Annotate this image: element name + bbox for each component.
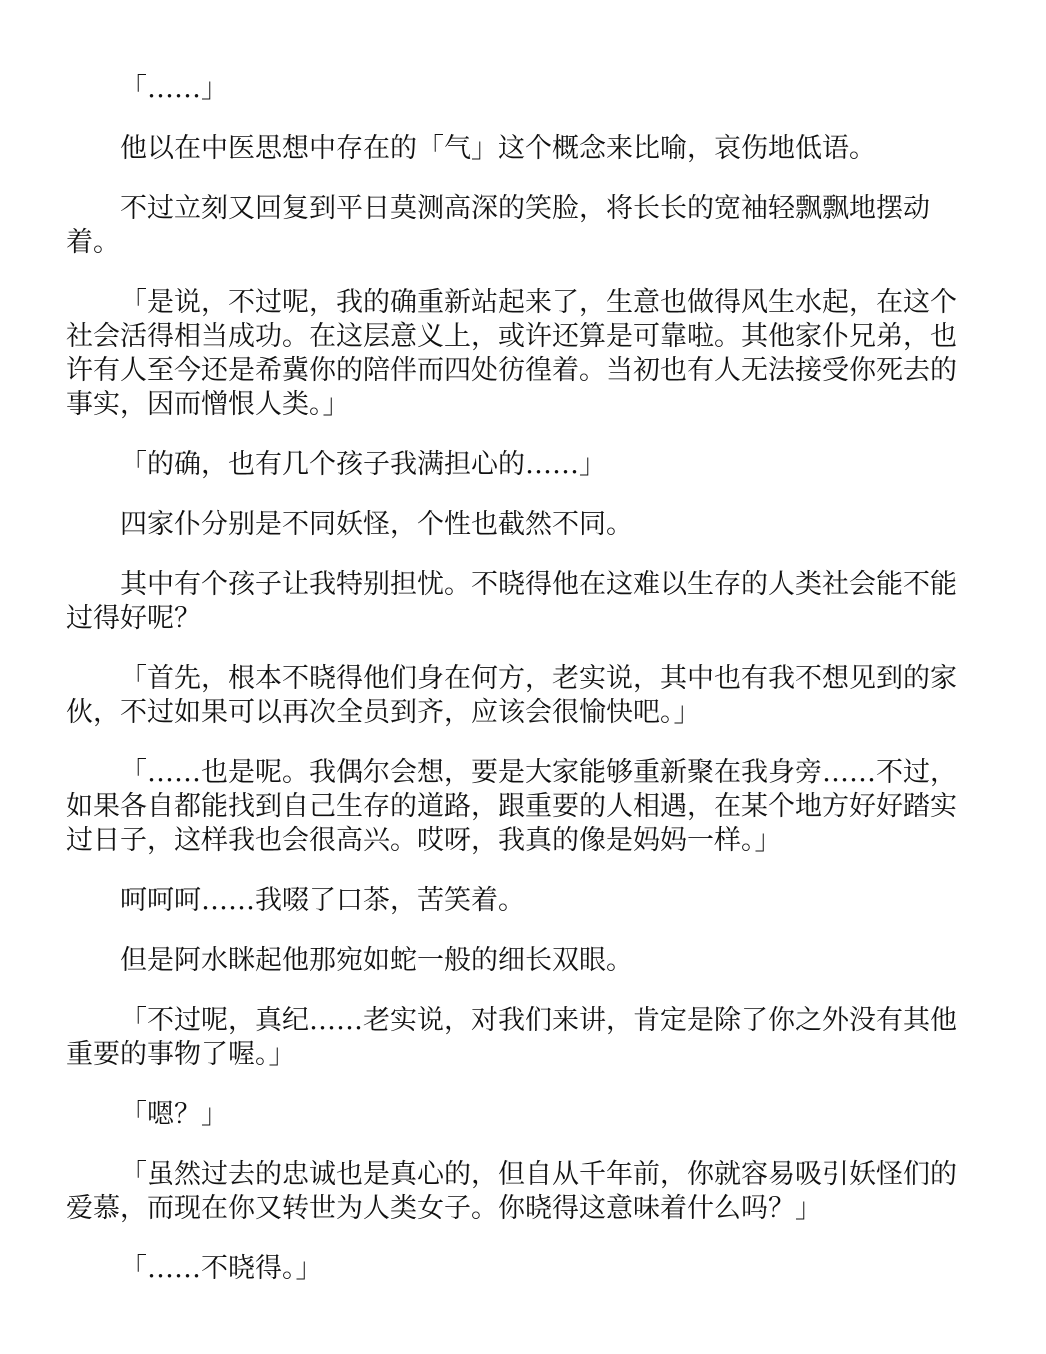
paragraph-11: 但是阿水眯起他那宛如蛇一般的细长双眼。	[120, 945, 633, 976]
paragraph-8: 「首先，根本不晓得他们身在何方，老实说，其中也有我不想见到的家伙，不过如果可以再次全员到齐，应该会很愉快吧。」	[66, 663, 957, 728]
paragraph-7: 其中有个孩子让我特别担忧。不晓得他在这难以生存的人类社会能不能过得好呢？	[66, 569, 957, 634]
paragraph-4: 「是说，不过呢，我的确重新站起来了，生意也做得风生水起，在这个社会活得相当成功。在这层意义上，或许还算是可靠啦。其他家仆兄弟，也许有人至今还是希冀你的陪伴而四处彷徨着。当初也有人无法接受你死去的事实，因而憎恨人类。」	[66, 287, 957, 420]
paragraph-1: 「……」	[120, 73, 228, 104]
paragraph-12: 「不过呢，真纪……老实说，对我们来讲，肯定是除了你之外没有其他重要的事物了喔。」	[66, 1005, 957, 1070]
paragraph-3: 不过立刻又回复到平日莫测高深的笑脸，将长长的宽袖轻飘飘地摆动着。	[66, 193, 930, 258]
paragraph-5: 「的确，也有几个孩子我满担心的……」	[120, 449, 606, 480]
paragraph-14: 「虽然过去的忠诚也是真心的，但自从千年前，你就容易吸引妖怪们的爱慕，而现在你又转世为人类女子。你晓得这意味着什么吗？」	[66, 1159, 957, 1224]
paragraph-9: 「……也是呢。我偶尔会想，要是大家能够重新聚在我身旁……不过，如果各自都能找到自己生存的道路，跟重要的人相遇，在某个地方好好踏实过日子，这样我也会很高兴。哎呀，我真的像是妈妈一样。」	[66, 757, 957, 856]
paragraph-2: 他以在中医思想中存在的「气」这个概念来比喻，哀伤地低语。	[120, 133, 876, 164]
paragraph-6: 四家仆分别是不同妖怪，个性也截然不同。	[120, 509, 633, 540]
paragraph-15: 「……不晓得。」	[120, 1253, 323, 1284]
document-page	[66, 72, 978, 1312]
paragraph-10: 呵呵呵……我啜了口茶，苦笑着。	[120, 885, 525, 916]
paragraph-13: 「嗯？」	[120, 1099, 228, 1130]
